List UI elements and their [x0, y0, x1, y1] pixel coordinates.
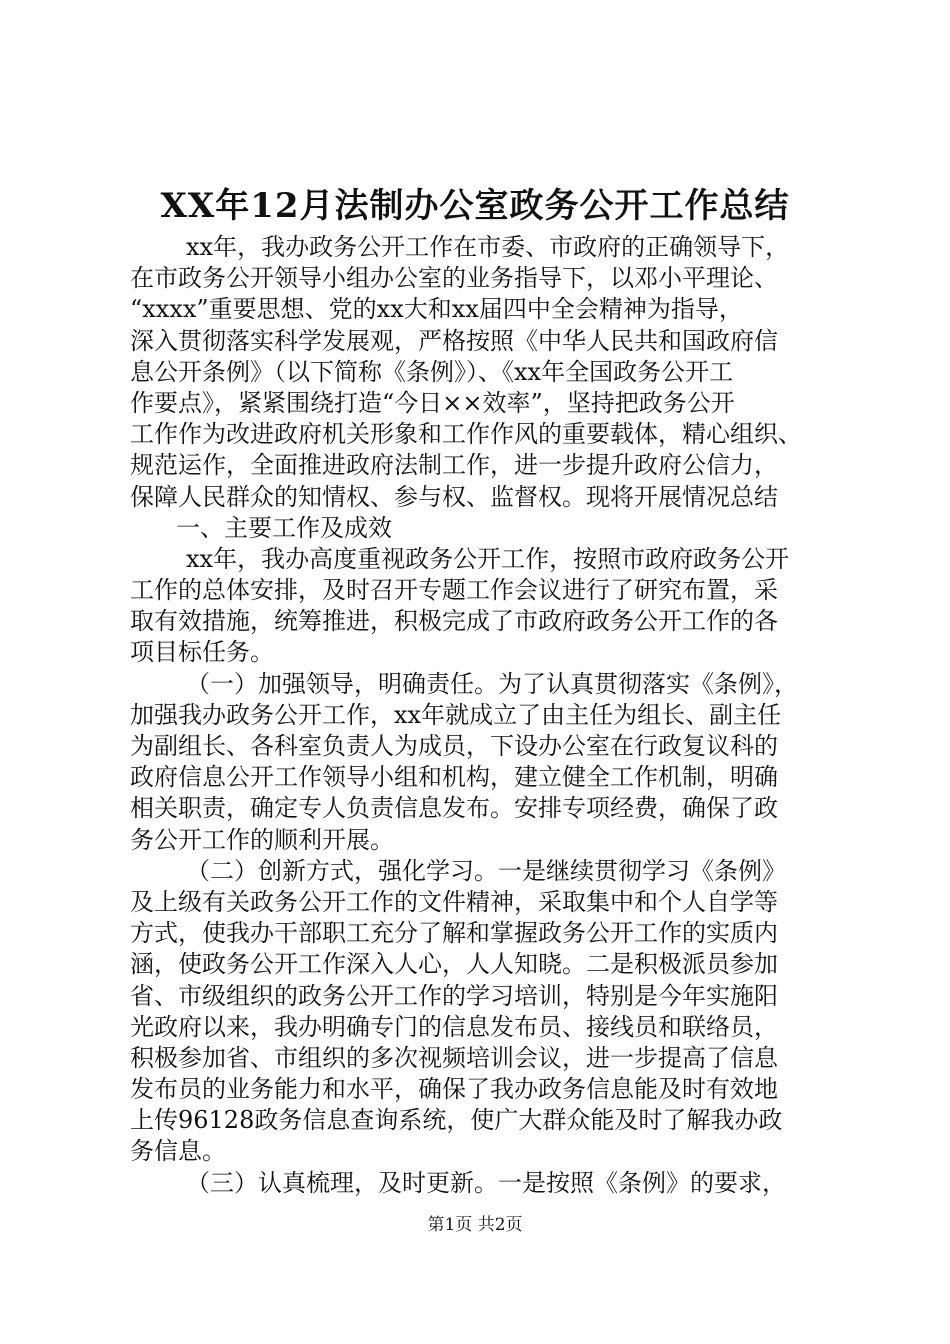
- text-line: xx年，我办政务公开工作在市委、市政府的正确领导下，: [186, 233, 790, 261]
- text-line: 方式，使我办干部职工充分了解和掌握政务公开工作的实质内: [130, 919, 778, 948]
- text-line: 保障人民群众的知情权、参与权、监督权。现将开展情况总结: [130, 482, 778, 511]
- text-line: “xxxx”重要思想、党的xx大和xx届四中全会精神为指导，: [130, 295, 743, 324]
- text-line: 为副组长、各科室负责人为成员，下设办公室在行政复议科的: [130, 732, 778, 760]
- text-line: 加强我办政务公开工作，xx年就成立了由主任为组长、副主任: [130, 700, 782, 729]
- text-line: 积极参加省、市组织的多次视频培训会议，进一步提高了信息: [130, 1043, 778, 1072]
- text-line: （一）加强领导，明确责任。为了认真贯彻落实《条例》，: [186, 669, 798, 698]
- text-line: 光政府以来，我办明确专门的信息发布员、接线员和联络员，: [130, 1012, 778, 1041]
- document-body: [130, 232, 830, 1199]
- text-line: 息公开条例》（以下简称《条例》）、《xx年全国政务公开工: [130, 357, 734, 386]
- text-line: 在市政务公开领导小组办公室的业务指导下，以邓小平理论、: [130, 264, 778, 293]
- text-line: 务信息。: [130, 1137, 226, 1166]
- text-line: 作要点》，紧紧围绕打造“今日××效率”，坚持把政务公开: [130, 388, 735, 417]
- text-line: 深入贯彻落实科学发展观，严格按照《中华人民共和国政府信: [130, 326, 778, 355]
- text-line: 发布员的业务能力和水平，确保了我办政务信息能及时有效地: [130, 1075, 778, 1104]
- section-heading: 一、主要工作及成效: [176, 513, 392, 542]
- text-line: 工作的总体安排，及时召开专题工作会议进行了研究布置，采: [130, 576, 778, 605]
- text-line: 务公开工作的顺利开展。: [130, 825, 394, 854]
- text-line: 规范运作，全面推进政府法制工作，进一步提升政府公信力，: [130, 451, 778, 480]
- document-title: XX年12月法制办公室政务公开工作总结: [160, 186, 790, 226]
- text-line: 相关职责，确定专人负责信息发布。安排专项经费，确保了政: [130, 794, 778, 823]
- page-number-footer: 第1页 共2页: [427, 1215, 523, 1235]
- text-line: 省、市级组织的政务公开工作的学习培训，特别是今年实施阳: [130, 981, 778, 1010]
- text-line: 涵，使政务公开工作深入人心，人人知晓。二是积极派员参加: [130, 950, 778, 979]
- text-line: 工作作为改进政府机关形象和工作作风的重要载体，精心组织、: [130, 420, 802, 449]
- text-line: 上传96128政务信息查询系统，使广大群众能及时了解我办政: [130, 1106, 783, 1135]
- text-line: （三）认真梳理，及时更新。一是按照《条例》的要求，: [186, 1168, 786, 1197]
- text-line: 取有效措施，统筹推进，积极完成了市政府政务公开工作的各: [130, 607, 778, 636]
- text-line: xx年，我办高度重视政务公开工作，按照市政府政务公开: [186, 544, 790, 573]
- text-line: 及上级有关政务公开工作的文件精神，采取集中和个人自学等: [130, 887, 778, 916]
- text-line: 政府信息公开工作领导小组和机构，建立健全工作机制，明确: [130, 763, 778, 792]
- text-line: 项目标任务。: [130, 638, 274, 667]
- text-line: （二）创新方式，强化学习。一是继续贯彻学习《条例》: [186, 856, 786, 885]
